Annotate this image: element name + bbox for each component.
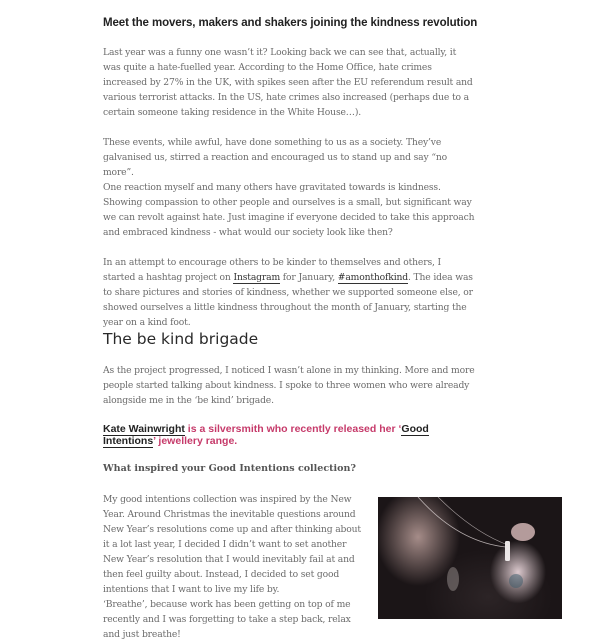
instagram-link[interactable]: Instagram: [233, 272, 281, 283]
hashtag-link[interactable]: #amonthofkind: [337, 272, 409, 283]
paragraph-brigade: As the project progressed, I noticed I wasn’t alone in my thinking. More and more people started talking about kindness. I spoke to three women who were already alongside me in the ‘be kind’ brigade.: [103, 365, 475, 406]
paragraph-breathe: ‘Breathe’, because work has been getting on top of me recently and I was forgetting to take a step back, relax and just breathe!: [103, 599, 351, 640]
interview-question: What inspired your Good Intentions collection?: [103, 463, 356, 474]
highlight-intro: [103, 423, 463, 447]
section-heading: The be kind brigade: [103, 330, 259, 348]
paragraph-hashtag-project: [103, 255, 475, 330]
necklace-photo: [378, 497, 562, 619]
paragraph-text: . The idea was to share pictures and stories of kindness, whether we supported someone else, or showed ourselves a little kindness throughout the month of January, starting the year on a kind foot.: [103, 272, 473, 328]
intro-heading: Meet the movers, makers and shakers joining the kindness revolution: [103, 17, 478, 29]
paragraph-answer: My good intentions collection was inspired by the New Year. Around Christmas the inevitable questions around New Year’s resolutions come up and after thinking about it a lot last year, I decided I didn’t want to set another New Year’s resolution that I would inevitably fail at and then feel guilty about. Instead, I decided to set good intentions that I want to live my life by.: [103, 494, 361, 595]
highlight-text: is a silversmith who recently released her ‘: [184, 423, 402, 435]
paragraph-text: for January,: [280, 272, 338, 283]
paragraph-society: These events, while awful, have done something to us as a society. They’ve galvanised us, stirred a reaction and encouraged us to stand up and say “no more”.: [103, 137, 448, 178]
highlight-text: ’ jewellery range.: [153, 435, 238, 447]
good-intentions-link[interactable]: Good Intentions: [103, 423, 429, 447]
paragraph-hate-crimes: Last year was a funny one wasn’t it? Looking back we can see that, actually, it was quite a hate-fuelled year. According to the Home Office, hate crimes increased by 27% in the UK, with spikes seen after the EU referendum result and various terrorist attacks. In the US, hate crimes also increased (perhaps due to a certain someone taking residence in the White House…).: [103, 47, 473, 118]
paragraph-text: In an attempt to encourage others to be kinder to themselves and others, I started a hashtag project on: [103, 257, 442, 283]
necklace-illustration: [378, 497, 562, 619]
paragraph-kindness: One reaction myself and many others have gravitated towards is kindness. Showing compassion to other people and ourselves is a small, but significant way we can revolt against hate. Just imagine if everyone decided to take this approach and embraced kindness - what would our society look like then?: [103, 182, 475, 238]
kate-wainwright-link[interactable]: Kate Wainwright: [103, 423, 185, 435]
